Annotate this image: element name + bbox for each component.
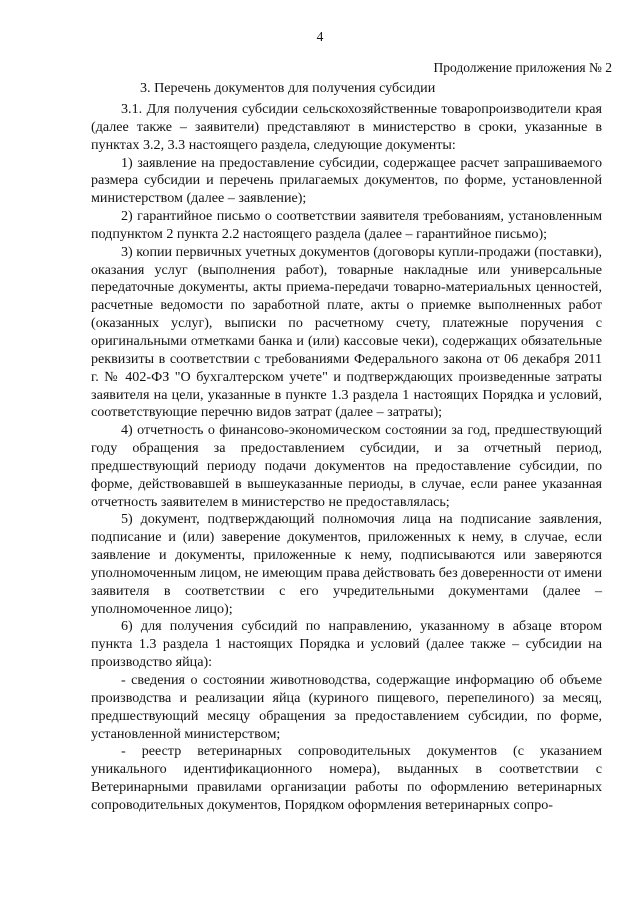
- document-body: [91, 101, 602, 815]
- list-item-5-authority-document: 5) документ, подтверждающий полномочия лица на подписание заявления, подписание и (или) заверение документов, приложенных к нему, в случае, если заявление и документы, приложенные к нему, подписываются или заверяются уполномоченным лицом, не имеющим права действовать без доверенности от имени заявителя в соответствии с его учредительными документами (далее – уполномоченное лицо);: [91, 511, 602, 617]
- list-item-3-primary-documents: 3) копии первичных учетных документов (договоры купли-продажи (поставки), оказания услуг (выполнения работ), товарные накладные или универсальные передаточные документы, акты приема-передачи товарно-материальных ценностей, расчетные ведомости по заработной плате, акты о приемке выполненных работ (оказанных услуг), выписки по расчетному счету, платежные поручения с оригинальными отметками банка и (или) кассовые чеки), содержащих обязательные реквизиты в соответствии с требованиями Федерального закона от 06 декабря 2011 г. № 402-ФЗ "О бухгалтерском учете" и подтверждающих произведенные затраты заявителя на цели, указанные в пункте 1.3 раздела 1 настоящих Порядка и условий, соответствующие перечню видов затрат (далее – затраты);: [91, 243, 602, 421]
- list-item-1-application: 1) заявление на предоставление субсидии, содержащее расчет запрашиваемого размера субсидии и перечень прилагаемых документов, по форме, установленной министерством (далее – заявление);: [91, 154, 602, 207]
- list-item-4-financial-reporting: 4) отчетность о финансово-экономическом состоянии за год, предшествующий году обращения за предоставлением субсидии, и за отчетный период, предшествующий периоду подачи документов на предоставление субсидии, по форме, действовавшей в вышеуказанные периоды, в случае, если ранее указанная отчетность заявителем в министерство не предоставлялась;: [91, 422, 602, 510]
- list-item-6-egg-production-subsidy: 6) для получения субсидий по направлению, указанному в абзаце втором пункта 1.3 раздела 1 настоящих Порядка и условий (далее также – субсидии на производство яйца):: [91, 618, 602, 671]
- section-heading: 3. Перечень документов для получения субсидии: [140, 80, 436, 96]
- sub-item-veterinary-register: - реестр ветеринарных сопроводительных документов (с указанием уникального идентификационного номера), выданных в соответствии с Ветеринарными правилами организации работы по оформлению ветеринарных сопроводительных документов, Порядком оформления ветеринарных сопро-: [91, 743, 602, 813]
- paragraph-3-1: 3.1. Для получения субсидии сельскохозяйственные товаропроизводители края (далее также – заявители) представляют в министерство в сроки, указанные в пунктах 3.2, 3.3 настоящего раздела, следующие документы:: [91, 101, 602, 153]
- list-item-2-guarantee-letter: 2) гарантийное письмо о соответствии заявителя требованиям, установленным подпунктом 2 пункта 2.2 настоящего раздела (далее – гарантийное письмо);: [91, 208, 602, 242]
- appendix-continuation-note: Продолжение приложения № 2: [433, 60, 612, 75]
- page-number: 4: [316, 29, 324, 44]
- sub-item-livestock-info: - сведения о состоянии животноводства, содержащие информацию об объеме производства и реализации яйца (куриного пищевого, перепелиного) за месяц, предшествующий месяцу обращения за предоставлением субсидии, по форме, установленной министерством;: [91, 672, 602, 742]
